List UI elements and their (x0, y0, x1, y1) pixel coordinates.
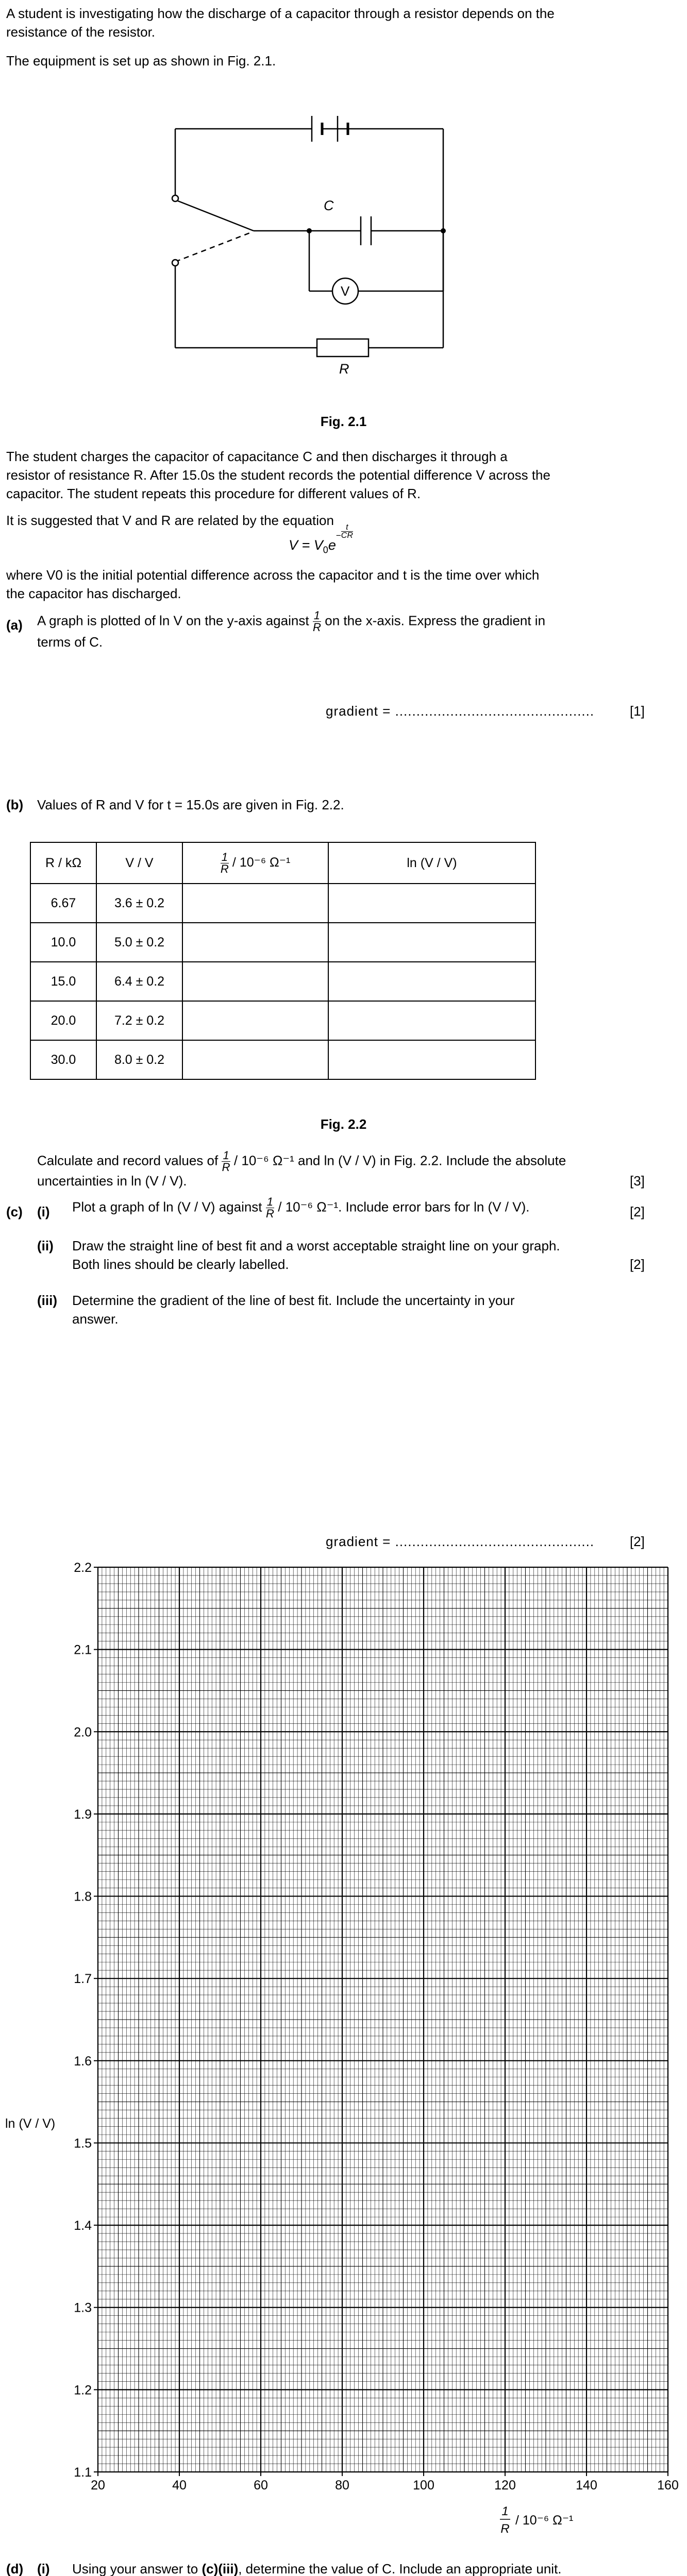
fig-2-1-caption: Fig. 2.1 (320, 414, 367, 429)
x-tick-label: 20 (91, 2478, 105, 2493)
svg-text:R: R (500, 2522, 510, 2536)
lnV-cell[interactable] (328, 1040, 535, 1079)
label-R: R (339, 361, 349, 377)
qd-i-text: Using your answer to (c)(iii), determine the value of C. Include an appropriate unit. (72, 2561, 562, 2576)
y-tick-label: 1.6 (74, 2054, 92, 2069)
lnV-cell[interactable] (328, 962, 535, 1001)
qb-label: (b) (6, 797, 24, 812)
x-tick-label: 60 (254, 2478, 268, 2493)
y-tick-label: 1.8 (74, 1889, 92, 1904)
qb-calc-mark: [3] (630, 1173, 645, 1189)
qc-ii-mark: [2] (630, 1257, 645, 1272)
table-row: 30.0 8.0 ± 0.2 (30, 1040, 535, 1079)
y-tick-label: 1.9 (74, 1807, 92, 1822)
x-tick-label: 140 (576, 2478, 597, 2493)
qa-text: A graph is plotted of ln V on the y-axis against $\frac{1}{R}$ on the x-axis. Express the gradient in (37, 609, 546, 634)
graph-ylabel: ln (V / V) (5, 2116, 56, 2131)
qa-answer-line[interactable]: gradient = ............................................... (326, 703, 595, 719)
qc-i-text: Plot a graph of ln (V / V) against $\frac{1}{R}$ / 10⁻⁶ Ω⁻¹. Include error bars for ln (V / V). (72, 1195, 530, 1220)
table-row: 10.0 5.0 ± 0.2 (30, 923, 535, 962)
fig-2-2-caption: Fig. 2.2 (320, 1116, 367, 1132)
qc-ii-label: (ii) (37, 1238, 54, 1253)
qa-mark: [1] (630, 703, 645, 719)
y-tick-label: 2.0 (74, 1725, 92, 1740)
inverse-R-cell[interactable] (182, 884, 328, 923)
x-tick-label: 40 (172, 2478, 187, 2493)
qb-calc-line2: uncertainties in ln (V / V). (37, 1173, 187, 1189)
header-inverse-R: $\frac{1}{R}$ / 10⁻⁶ Ω⁻¹ (182, 842, 328, 884)
qc-ii-line1: Draw the straight line of best fit and a worst acceptable straight line on your graph. (72, 1238, 560, 1253)
paragraph-3: where V0 is the initial potential difference across the capacitor and t is the time over which the capacitor has discharged. (6, 567, 540, 601)
table-row: 20.0 7.2 ± 0.2 (30, 1001, 535, 1040)
qc-ii-line2: Both lines should be clearly labelled. (72, 1257, 289, 1272)
table-header-row (30, 842, 535, 884)
equation: $V = V_0e^-$ $\frac{t}{CR}$ (289, 523, 353, 555)
y-tick-label: 1.1 (74, 2465, 92, 2480)
graph-xlabel (500, 2504, 573, 2536)
y-tick-label: 1.3 (74, 2300, 92, 2315)
header-lnV: ln (V / V) (328, 842, 535, 884)
qc-i-label: (i) (37, 1204, 50, 1219)
svg-text:1: 1 (501, 2504, 509, 2518)
circuit-diagram (0, 93, 687, 402)
intro-text: A student is investigating how the discharge of a capacitor through a resistor depends on the resistance of the resistor. The equipment is set up as shown in Fig. 2.1. (6, 6, 555, 69)
svg-text:/ 10⁻⁶ Ω⁻¹: / 10⁻⁶ Ω⁻¹ (515, 2513, 574, 2528)
x-tick-label: 120 (494, 2478, 516, 2493)
qd-i-label: (i) (37, 2561, 50, 2576)
x-tick-label: 80 (335, 2478, 349, 2493)
qc-label: (c) (6, 1204, 23, 1219)
lnV-cell[interactable] (328, 923, 535, 962)
y-tick-label: 1.2 (74, 2383, 92, 2398)
qc-i-mark: [2] (630, 1204, 645, 1219)
table-row: 6.67 3.6 ± 0.2 (30, 884, 535, 923)
qa-label: (a) (6, 617, 23, 633)
header-V: V / V (96, 842, 182, 884)
qb-calc-text: Calculate and record values of $\frac{1}{R}$ / 10⁻⁶ Ω⁻¹ and ln (V / V) in Fig. 2.2. Include the absolute (37, 1149, 566, 1174)
inverse-R-cell[interactable] (182, 1001, 328, 1040)
inverse-R-cell[interactable] (182, 962, 328, 1001)
header-R: R / kΩ (30, 842, 96, 884)
data-table (30, 842, 536, 1080)
y-tick-label: 2.2 (74, 1561, 92, 1575)
table-row: 15.0 6.4 ± 0.2 (30, 962, 535, 1001)
x-tick-label: 160 (657, 2478, 679, 2493)
inverse-R-cell[interactable] (182, 1040, 328, 1079)
y-tick-label: 1.5 (74, 2136, 92, 2151)
lnV-cell[interactable] (328, 884, 535, 923)
qb-text: Values of R and V for t = 15.0s are given in Fig. 2.2. (37, 797, 344, 812)
lnV-cell[interactable] (328, 1001, 535, 1040)
label-C: C (324, 198, 334, 213)
graph-paper[interactable] (0, 1556, 687, 2576)
qc-iii-label: (iii) (37, 1293, 57, 1308)
inverse-R-cell[interactable] (182, 923, 328, 962)
qa-text-line2: terms of C. (37, 634, 103, 650)
qc-answer-mark: [2] (630, 1534, 645, 1549)
qc-gradient-answer-line[interactable]: gradient = ............................................... (326, 1534, 595, 1549)
x-tick-label: 100 (413, 2478, 434, 2493)
qc-iii-line1: Determine the gradient of the line of best fit. Include the uncertainty in your (72, 1293, 515, 1308)
qc-iii-line2: answer. (72, 1311, 119, 1327)
y-tick-label: 1.7 (74, 1972, 92, 1987)
y-tick-label: 1.4 (74, 2218, 92, 2233)
qd-label: (d) (6, 2561, 24, 2576)
y-tick-label: 2.1 (74, 1642, 92, 1657)
paragraph-2: The student charges the capacitor of capacitance C and then discharges it through a resistor of resistance R. After 15.0s the student records the potential difference V across the capacitor. The student repeats this procedure for different values of R. It is suggested that V and R are related by the equation (6, 449, 550, 528)
label-V: V (341, 283, 350, 299)
